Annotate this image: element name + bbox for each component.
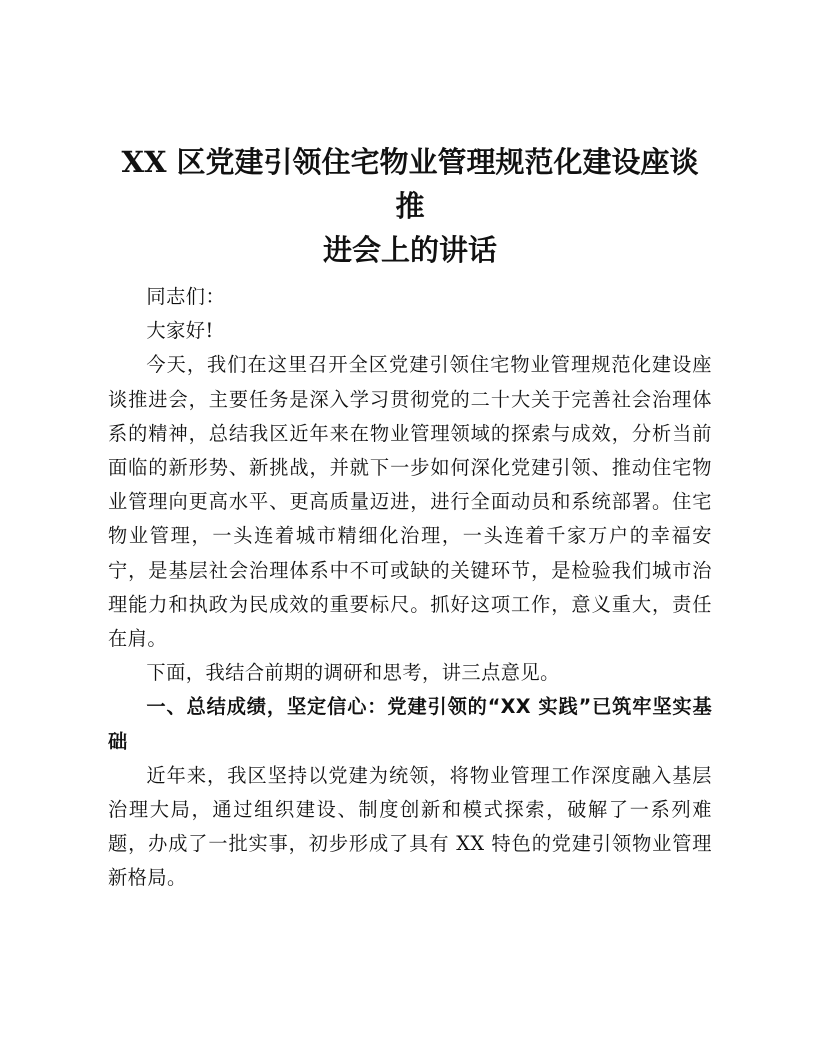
greeting: 大家好!: [146, 319, 214, 343]
section-heading-1: 一、总结成绩，坚定信心：党建引领的“XX 实践”已筑牢坚实基础: [108, 695, 712, 753]
title-line-2: 进会上的讲话: [322, 233, 497, 267]
paragraph-outline: 下面，我结合前期的调研和思考，讲三点意见。: [146, 661, 560, 685]
paragraph-intro: 今天，我们在这里召开全区党建引领住宅物业管理规范化建设座谈推进会，主要任务是深入学习贯彻党的二十大关于完善社会治理体系的精神，总结我区近年来在物业管理领域的探索与成效，分析当前面临的新形势、新挑战，并就下一步如何深化党建引领、推动住宅物业管理向更高水平、更高质量迈进，进行全面动员和系统部署。住宅物业管理，一头连着城市精细化治理，一头连着千家万户的幸福安宁，是基层社会治理体系中不可或缺的关键环节，是检验我们城市治理能力和执政为民成效的重要标尺。抓好这项工作，意义重大，责任在肩。: [108, 353, 712, 651]
paragraph-section-1: 近年来，我区坚持以党建为统领，将物业管理工作深度融入基层治理大局，通过组织建设、制度创新和模式探索，破解了一系列难题，办成了一批实事，初步形成了具有 XX 特色的党建引领物业管理新格局。: [108, 763, 712, 890]
document-body: [108, 280, 712, 896]
document-page: [108, 140, 712, 896]
title-line-1: XX 区党建引领住宅物业管理规范化建设座谈推: [121, 145, 699, 223]
document-title: [108, 140, 712, 272]
salutation: 同志们：: [146, 285, 226, 308]
